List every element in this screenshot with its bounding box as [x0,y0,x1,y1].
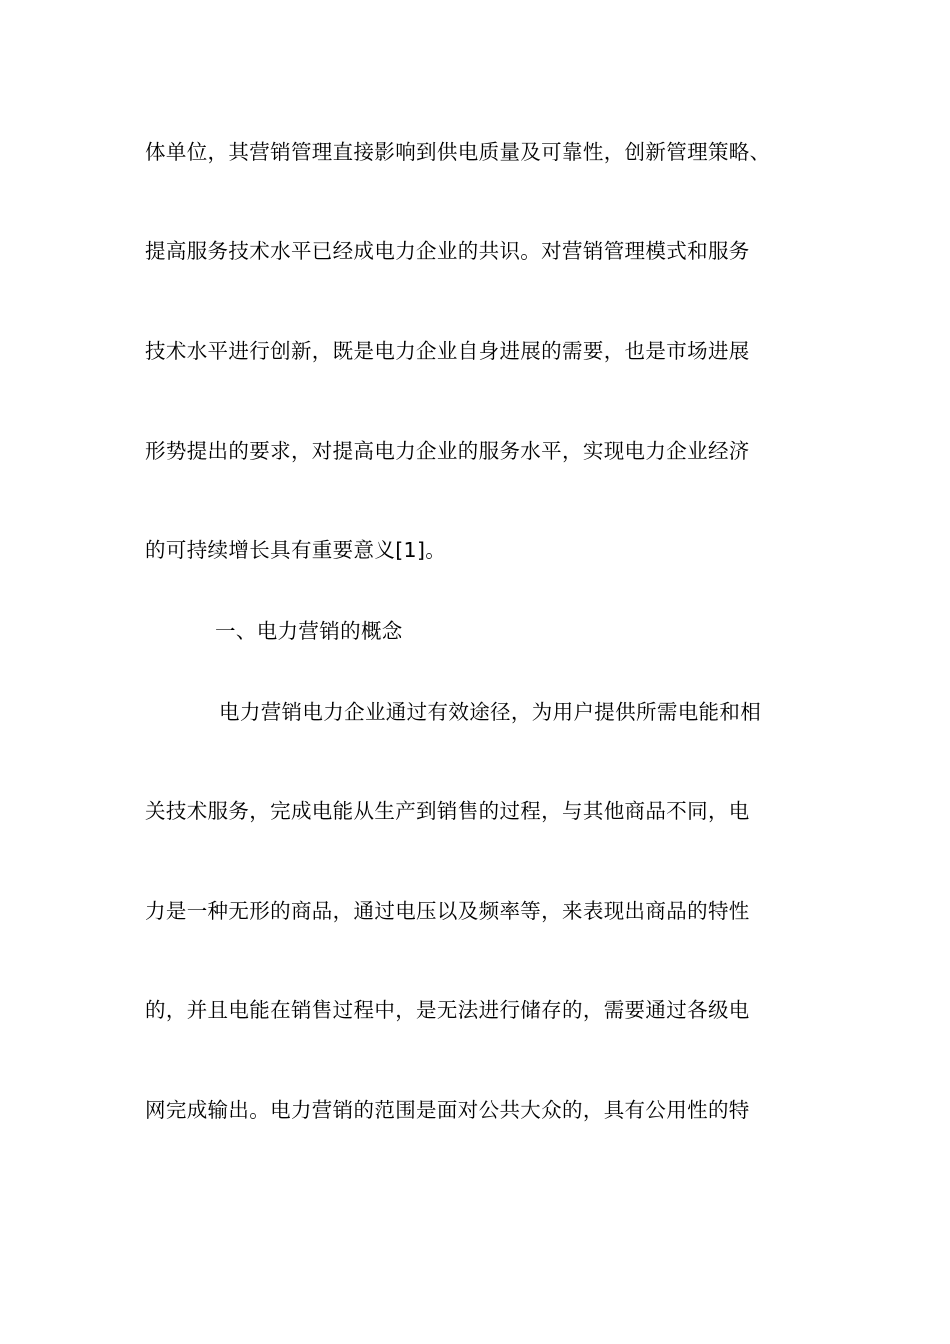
paragraph-line: 关技术服务，完成电能从生产到销售的过程，与其他商品不同，电 [145,799,750,823]
paragraph-line: 的可持续增长具有重要意义[1]。 [145,538,447,562]
paragraph-line: 形势提出的要求，对提高电力企业的服务水平，实现电力企业经济 [145,439,750,463]
paragraph-line: 技术水平进行创新，既是电力企业自身进展的需要，也是市场进展 [145,339,750,363]
section-heading: 一、电力营销的概念 [215,619,403,643]
paragraph-line: 电力营销电力企业通过有效途径，为用户提供所需电能和相 [219,700,762,724]
paragraph-line: 网完成输出。电力营销的范围是面对公共大众的，具有公用性的特 [145,1098,750,1122]
paragraph-line: 提高服务技术水平已经成电力企业的共识。对营销管理模式和服务 [145,239,750,263]
paragraph-line: 力是一种无形的商品，通过电压以及频率等，来表现出商品的特性 [145,899,750,923]
paragraph-line: 的，并且电能在销售过程中，是无法进行储存的，需要通过各级电 [145,998,750,1022]
paragraph-line: 体单位，其营销管理直接影响到供电质量及可靠性，创新管理策略、 [145,140,771,164]
